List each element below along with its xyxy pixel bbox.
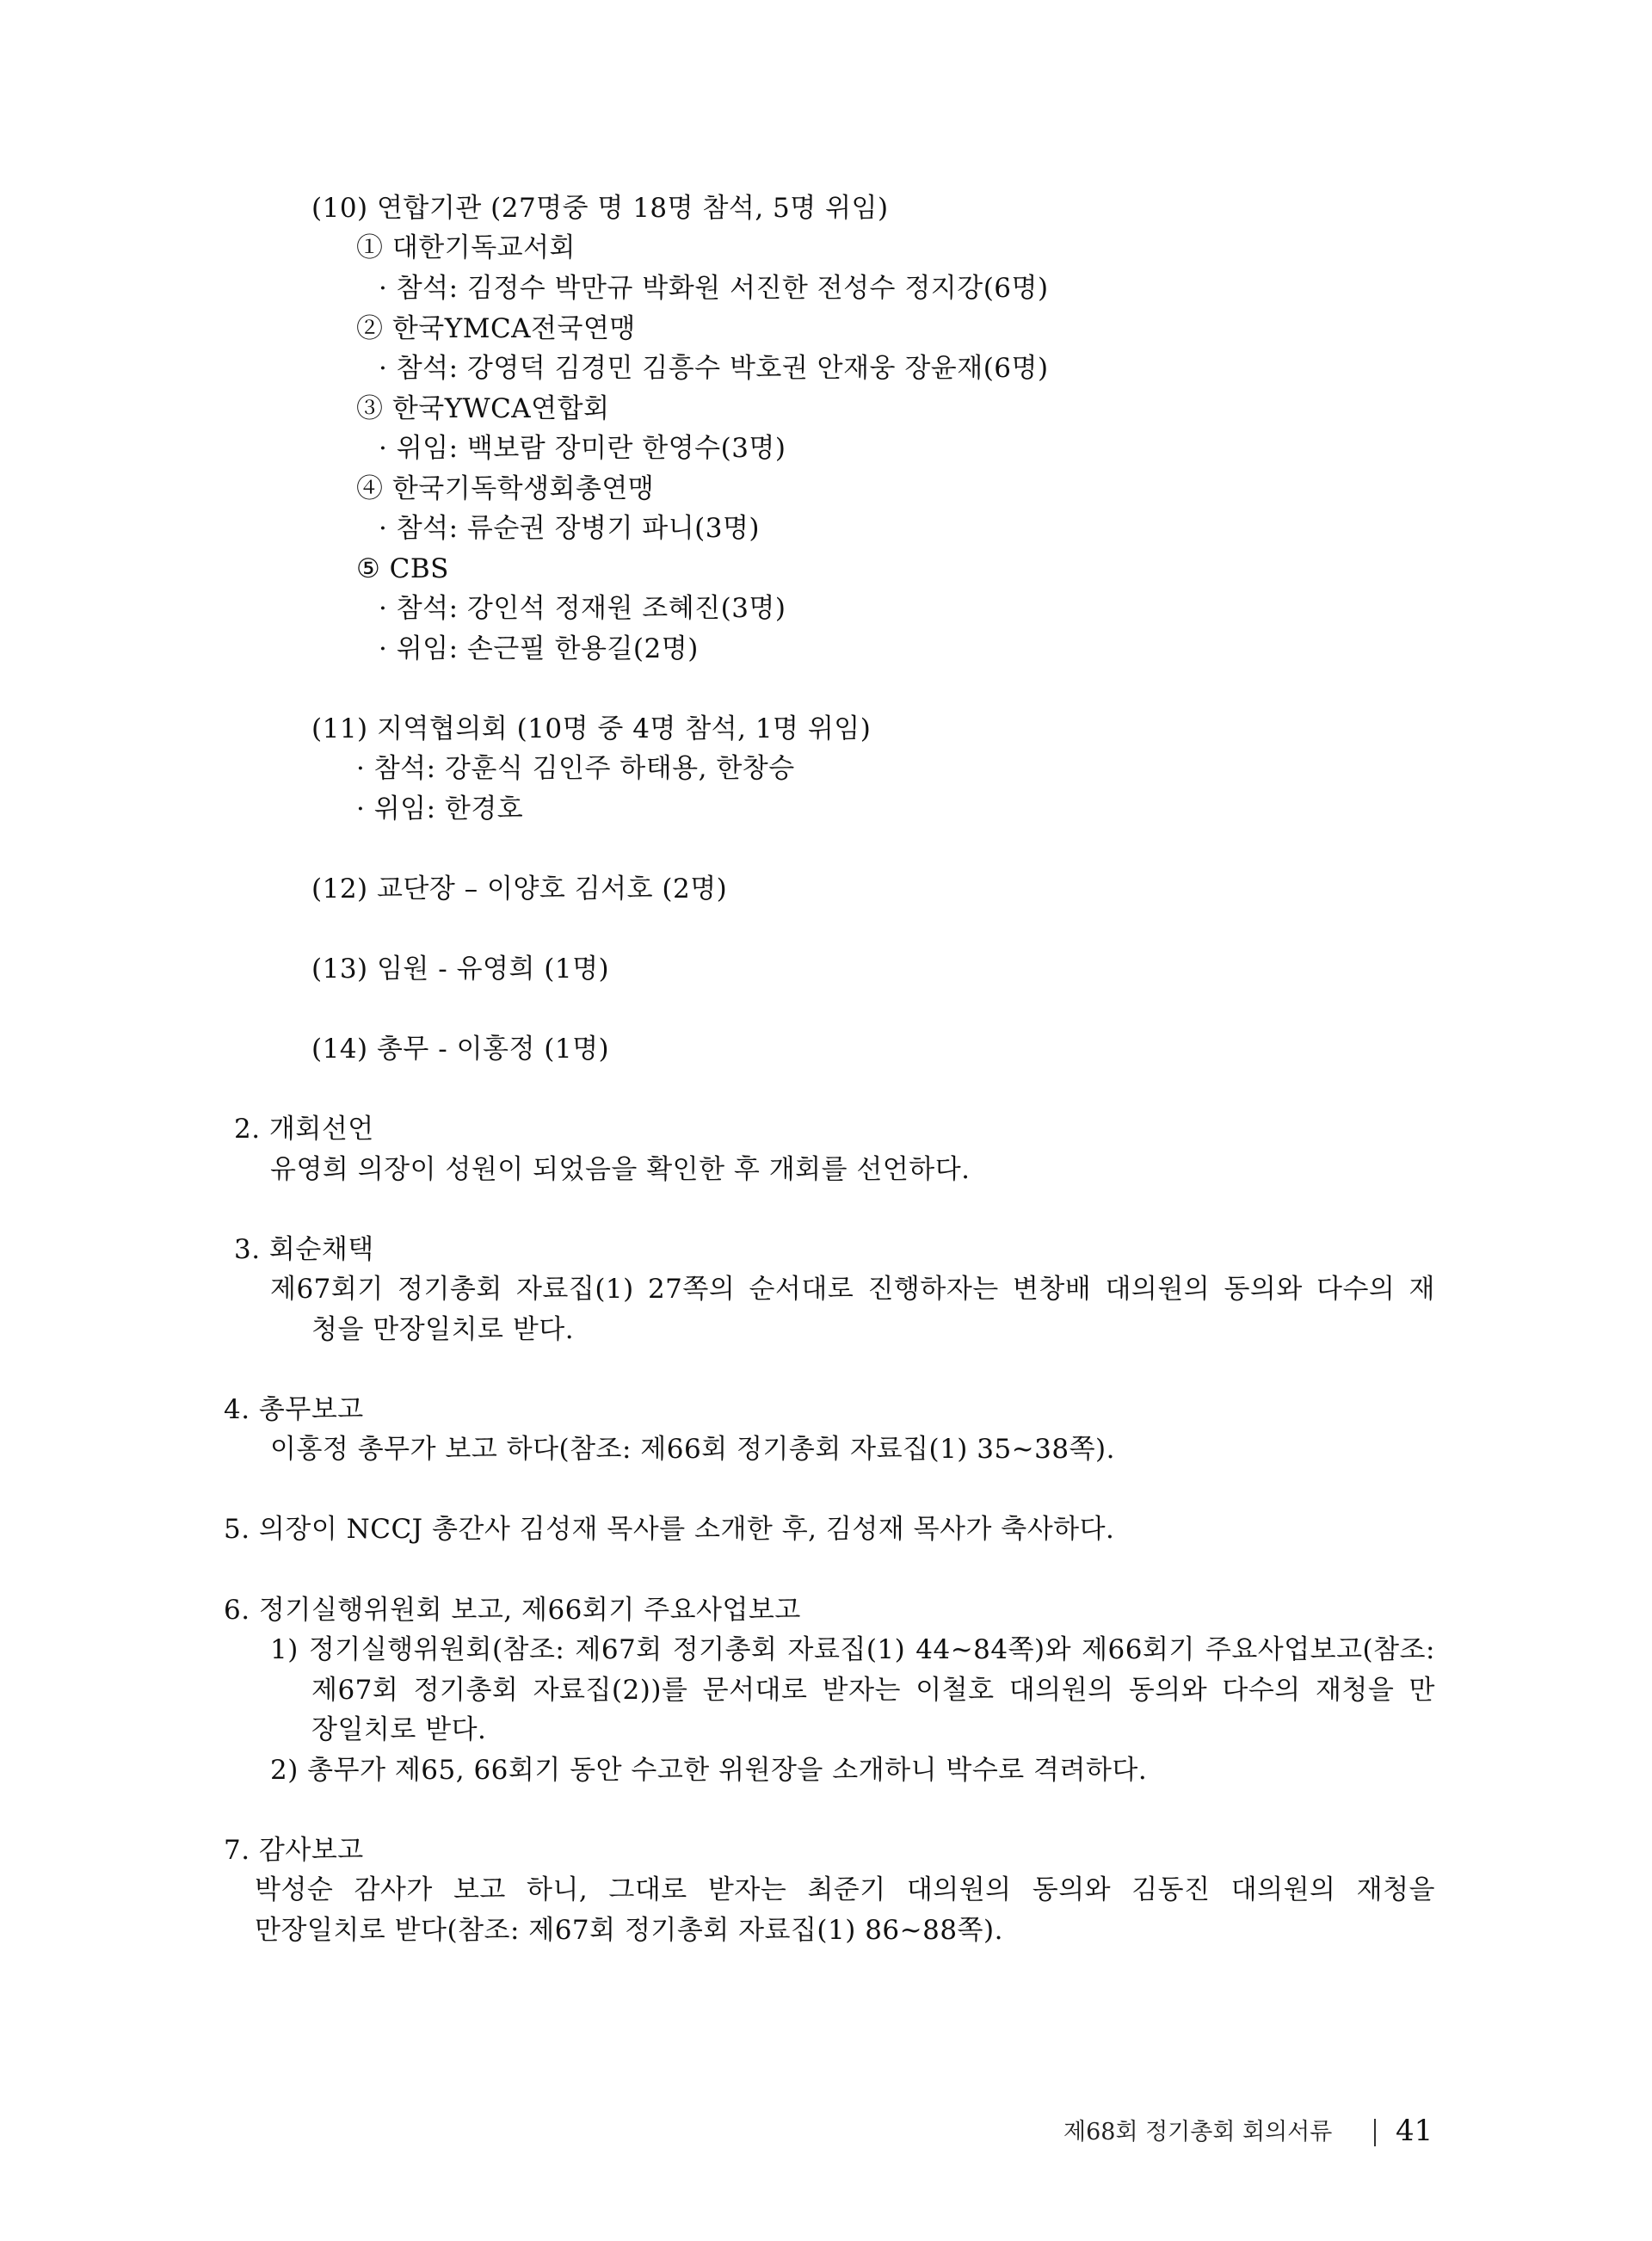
section-10-org-1: ① 대한기독교서회 [356, 232, 576, 263]
section-10-org-5-attendees: · 참석: 강인석 정재원 조혜진(3명) [379, 593, 786, 624]
section-10-org-3-delegated: · 위임: 백보람 장미란 한영수(3명) [379, 433, 786, 464]
item-2-text: 유영희 의장이 성원이 되었음을 확인한 후 개회를 선언하다. [270, 1154, 971, 1185]
item-7-text-line-2: 만장일치로 받다(참조: 제67회 정기총회 자료집(1) 86~88쪽). [255, 1915, 1003, 1946]
section-13: (13) 임원 - 유영희 (1명) [311, 954, 610, 985]
item-3-text-line-1: 제67회기 정기총회 자료집(1) 27쪽의 순서대로 진행하자는 변창배 대의원의 동의와 다수의 재 [270, 1274, 1435, 1305]
section-10-org-5-delegated: · 위임: 손근필 한용길(2명) [379, 633, 699, 664]
footer-title: 제68회 정기총회 회의서류 [1063, 2119, 1333, 2145]
item-6-sub-1-line-2: 제67회 정기총회 자료집(2))를 문서대로 받자는 이철호 대의원의 동의와 다수의 재청을 만 [311, 1675, 1435, 1706]
item-6-sub-1-line-1: 1) 정기실행위원회(참조: 제67회 정기총회 자료집(1) 44~84쪽)와 제66회기 주요사업보고(참조: [270, 1634, 1435, 1665]
item-2-title: 2. 개회선언 [234, 1114, 374, 1145]
section-10-org-4: ④ 한국기독학생회총연맹 [356, 473, 655, 504]
item-3-title: 3. 회순채택 [234, 1234, 374, 1265]
section-10-org-5: ⑤ CBS [356, 553, 449, 584]
section-11-delegated: · 위임: 한경호 [356, 793, 524, 824]
footer-separator [1374, 2119, 1376, 2146]
item-4-text: 이홍정 총무가 보고 하다(참조: 제66회 정기총회 자료집(1) 35~38쪽). [270, 1434, 1115, 1465]
item-7-text-line-1: 박성순 감사가 보고 하니, 그대로 받자는 최준기 대의원의 동의와 김동진 대의원의 재청을 [255, 1874, 1435, 1905]
section-10-org-2-attendees: · 참석: 강영덕 김경민 김흥수 박호권 안재웅 장윤재(6명) [379, 353, 1049, 384]
item-6-sub-1-line-3: 장일치로 받다. [311, 1714, 487, 1745]
section-11-heading: (11) 지역협의회 (10명 중 4명 참석, 1명 위임) [311, 713, 872, 744]
section-10-org-2: ② 한국YMCA전국연맹 [356, 313, 636, 344]
item-6-sub-2-line-1: 2) 총무가 제65, 66회기 동안 수고한 위원장을 소개하니 박수로 격려하다. [270, 1755, 1148, 1786]
page-number: 41 [1396, 2114, 1433, 2148]
section-10-org-4-attendees: · 참석: 류순권 장병기 파니(3명) [379, 513, 761, 544]
item-3-text-line-2: 청을 만장일치로 받다. [311, 1314, 575, 1345]
section-10-heading: (10) 연합기관 (27명중 명 18명 참석, 5명 위임) [311, 193, 889, 224]
item-4-title: 4. 총무보고 [224, 1394, 364, 1425]
section-14: (14) 총무 - 이홍정 (1명) [311, 1034, 610, 1065]
section-11-attendees: · 참석: 강훈식 김인주 하태용, 한창승 [356, 753, 795, 784]
section-10-org-1-attendees: · 참석: 김정수 박만규 박화원 서진한 전성수 정지강(6명) [379, 273, 1049, 304]
section-10-org-3: ③ 한국YWCA연합회 [356, 393, 610, 424]
item-7-title: 7. 감사보고 [224, 1835, 364, 1866]
item-5-title: 5. 의장이 NCCJ 총간사 김성재 목사를 소개한 후, 김성재 목사가 축사하다. [224, 1514, 1115, 1545]
section-12: (12) 교단장 – 이양호 김서호 (2명) [311, 874, 728, 904]
item-6-title: 6. 정기실행위원회 보고, 제66회기 주요사업보고 [224, 1595, 801, 1626]
